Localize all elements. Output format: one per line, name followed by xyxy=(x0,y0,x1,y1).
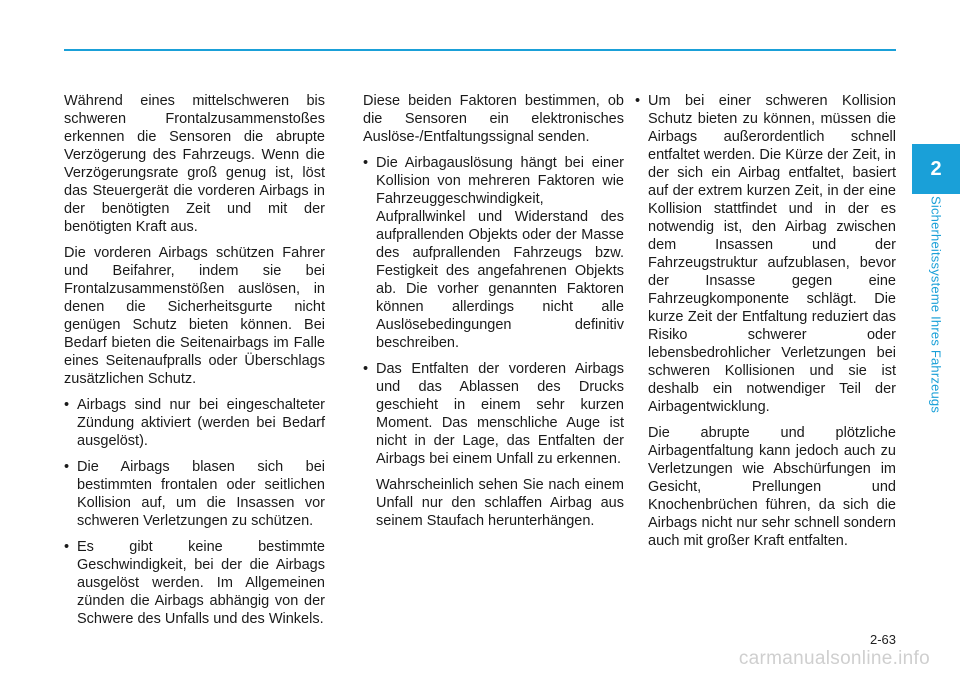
list-item: • Das Entfalten der vorderen Airbags und das Ablassen des Drucks geschieht in einem sehr kurzen Moment. Das menschliche Auge ist nicht in der Lage, das Entfalten der Airbags bei einem Unfall zu erkennen. xyxy=(363,360,624,468)
paragraph: Die abrupte und plötzliche Airbagentfaltung kann jedoch auch zu Verletzungen wie Abschürfungen im Gesicht, Prellungen und Knochenbrüchen führen, da sich die Airbags nicht nur sehr schnell sondern auch mit großer Kraft entfalten. xyxy=(648,425,896,549)
text-column-3 xyxy=(635,92,896,558)
bullet-list xyxy=(64,396,325,628)
bullet-list xyxy=(635,92,896,416)
paragraph: Diese beiden Faktoren bestimmen, ob die Sensoren ein elektronisches Auslöse-/Entfaltungssignal senden. xyxy=(363,93,624,145)
bullet-list xyxy=(363,154,624,468)
chapter-number: 2 xyxy=(930,157,942,180)
list-item: • Es gibt keine bestimmte Geschwindigkeit, bei der die Airbags ausgelöst werden. Im Allgemeinen zünden die Airbags abhängig von der Schwere des Unfalls und des Winkels. xyxy=(64,538,325,628)
paragraph: Während eines mittelschweren bis schweren Frontalzusammenstoßes erkennen die Sensoren die abrupte Verzögerung des Fahrzeugs. Wenn die Verzögerungsrate groß genug ist, löst das Steuergerät die vorderen Airbags in der benötigten Zeit und mit der benötigten Kraft aus. xyxy=(64,93,325,235)
text-column-1 xyxy=(64,92,325,636)
watermark: carmanualsonline.info xyxy=(738,648,930,669)
page-number: 2-63 xyxy=(869,632,896,647)
list-item: • Die Airbags blasen sich bei bestimmten frontalen oder seitlichen Kollision auf, um die Insassen vor schweren Verletzungen zu schützen. xyxy=(64,458,325,530)
paragraph: Wahrscheinlich sehen Sie nach einem Unfall nur den schlaffen Airbag aus seinem Staufach herunterhängen. xyxy=(376,477,624,529)
text-column-2 xyxy=(363,92,624,538)
chapter-title: Sicherheitssysteme Ihres Fahrzeugs xyxy=(928,196,944,414)
list-item: • Die Airbagauslösung hängt bei einer Kollision von mehreren Faktoren wie Fahrzeuggeschwindigkeit, Aufprallwinkel und Widerstand des aufprallenden Objekts oder der Masse des aufprallenden Fahrzeugs bzw. Festigkeit des angefahrenen Objekts ab. Die vorher genannten Faktoren können allerdings nicht alle Auslösebedingungen definitiv beschreiben. xyxy=(363,154,624,352)
paragraph: Die vorderen Airbags schützen Fahrer und Beifahrer, indem sie bei Frontalzusammenstößen auslösen, in denen die Sicherheitsgurte nicht genügen Schutz bieten können. Bei Bedarf bieten die Seitenairbags im Falle eines Seitenaufpralls oder Überschlags zusätzlichen Schutz. xyxy=(64,245,325,387)
header-rule xyxy=(64,49,896,51)
list-item: • Airbags sind nur bei eingeschalteter Zündung aktiviert (werden bei Bedarf ausgelöst). xyxy=(64,396,325,450)
chapter-tab xyxy=(912,144,960,194)
list-item: • Um bei einer schweren Kollision Schutz bieten zu können, müssen die Airbags außerordentlich schnell entfaltet werden. Die Kürze der Zeit, in der sich ein Airbag entfaltet, basiert auf der extrem kurzen Zeit, in der eine Kollision stattfindet und in der es notwendig ist, den Airbag zwischen dem Insassen und der Fahrzeugstruktur aufzublasen, bevor der Insasse gegen eine Fahrzeugkomponente schlägt. Die kurze Zeit der Entfaltung reduziert das Risiko schwerer oder lebensbedrohlicher Verletzungen bei schweren Kollisionen und sie ist deshalb ein notwendiger Teil der Airbagentwicklung. xyxy=(635,92,896,416)
